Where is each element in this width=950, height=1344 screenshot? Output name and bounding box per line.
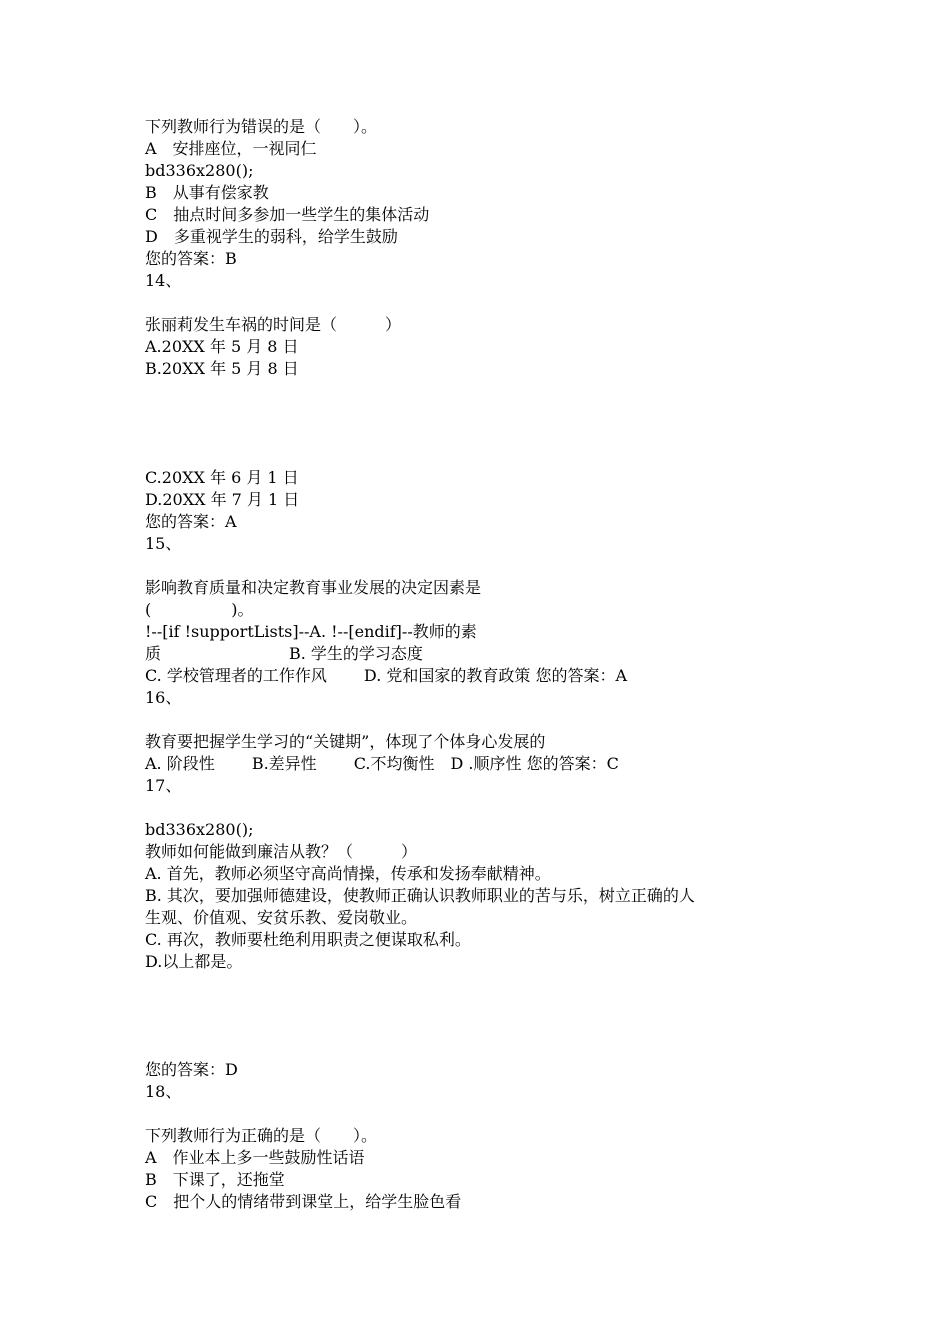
question-13-answer: 您的答案：B [145,249,237,268]
question-16-options-answer: A. 阶段性 B.差异性 C.不均衡性 D .顺序性 您的答案：C [145,754,619,773]
question-16-stem: 教育要把握学生学习的“关键期”，体现了个体身心发展的 [145,732,546,751]
question-18-option-a: A 作业本上多一些鼓励性话语 [145,1148,365,1167]
question-14-answer: 您的答案：A [145,512,237,531]
question-17-option-c: C. 再次，教师要杜绝利用职责之便谋取私利。 [145,930,471,949]
ad-placeholder-text-2: bd336x280(); [145,820,254,839]
question-15-option-c-d-answer: C. 学校管理者的工作作风 D. 党和国家的教育政策 您的答案：A [145,666,628,685]
question-number-16: 16、 [145,688,182,707]
question-number-18: 18、 [145,1082,182,1101]
question-13-option-c: C 抽点时间多参加一些学生的集体活动 [145,205,430,224]
question-13-option-d: D 多重视学生的弱科，给学生鼓励 [145,227,398,246]
question-14-option-d: D.20XX 年 7 月 1 日 [145,490,300,509]
question-18-option-b: B 下课了，还拖堂 [145,1170,285,1189]
question-15-stem: 影响教育质量和决定教育事业发展的决定因素是 [145,578,482,597]
question-number-14: 14、 [145,271,182,290]
question-13-option-b: B 从事有偿家教 [145,183,269,202]
question-18-stem: 下列教师行为正确的是（ ）。 [145,1126,378,1145]
question-17-option-b: B. 其次，要加强师德建设，使教师正确认识教师职业的苦与乐，树立正确的人 [145,886,695,905]
question-13-option-a: A 安排座位，一视同仁 [145,139,317,158]
question-13-stem: 下列教师行为错误的是（ ）。 [145,117,378,136]
question-17-option-d: D.以上都是。 [145,952,243,971]
question-17-option-b-cont: 生观、价值观、安贫乐教、爱岗敬业。 [145,908,418,927]
question-18-option-c: C 把个人的情绪带到课堂上，给学生脸色看 [145,1192,462,1211]
question-14-option-b: B.20XX 年 5 月 8 日 [145,359,299,378]
question-14-option-a: A.20XX 年 5 月 8 日 [145,337,299,356]
question-14-option-c: C.20XX 年 6 月 1 日 [145,468,299,487]
question-number-15: 15、 [145,534,182,553]
question-17-stem: 教师如何能做到廉洁从教？（ ） [145,842,418,861]
question-number-17: 17、 [145,776,182,795]
question-17-answer: 您的答案：D [145,1060,238,1079]
question-14-stem: 张丽莉发生车祸的时间是（ ） [145,315,402,334]
ad-placeholder-text: bd336x280(); [145,161,254,180]
question-17-option-a: A. 首先，教师必须坚守高尚情操，传承和发扬奉献精神。 [145,864,551,883]
question-15-option-a-b: 质 B. 学生的学习态度 [145,644,423,663]
question-15-stem-blank: ( )。 [145,600,254,619]
question-15-option-a: !--[if !supportLists]--A. !--[endif]--教师的素 [145,622,477,641]
